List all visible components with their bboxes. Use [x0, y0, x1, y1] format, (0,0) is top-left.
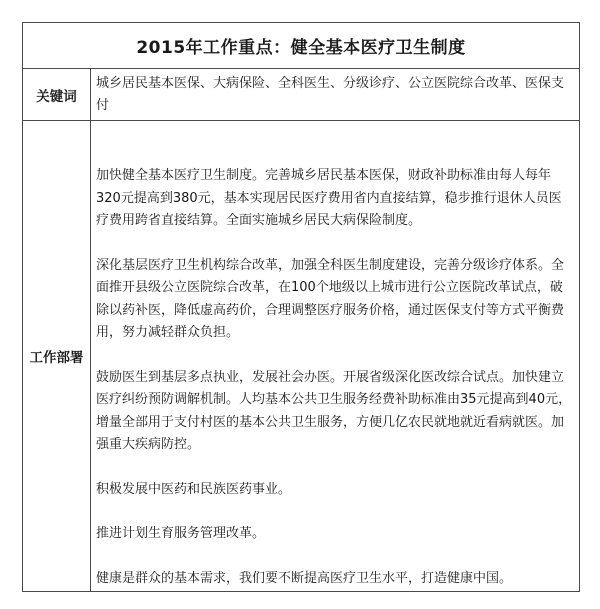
policy-table: [22, 22, 580, 592]
work-plan-paragraph: 鼓励医生到基层多点执业，发展社会办医。开展省级深化医改综合试点。加快建立医疗纠纷预防调解机制。人均基本公共卫生服务经费补助标准由35元提高到40元，增量全部用于支付村医的基本公共卫生服务，方便几亿农民就地就近看病就医。加强重大疾病防控。: [96, 369, 572, 452]
work-plan-paragraph: 深化基层医疗卫生机构综合改革，加强全科医生制度建设，完善分级诊疗体系。全面推开县级公立医院综合改革，在100个地级以上城市进行公立医院改革试点，破除以药补医，降低虚高药价，合理调整医疗服务价格，通过医保支付等方式平衡费用，努力减轻群众负担。: [96, 257, 565, 340]
work-plan-paragraph: 推进计划生育服务管理改革。: [96, 526, 266, 541]
work-plan-label-cell: [23, 121, 91, 591]
keywords-row: [23, 69, 579, 121]
table-title-row: [23, 23, 579, 69]
work-plan-row: [23, 121, 579, 591]
work-plan-content: [91, 121, 579, 591]
keywords-label-cell: [23, 69, 91, 120]
work-plan-paragraph: 积极发展中医药和民族医药事业。: [96, 481, 292, 497]
keywords-label: 关键词: [36, 88, 77, 105]
work-plan-paragraph: 加快健全基本医疗卫生制度。完善城乡居民基本医保，财政补助标准由每人每年320元提高到380元，基本实现居民医疗费用省内直接结算，稳步推行退休人员医疗费用跨省直接结算。全面实施城乡居民大病保险制度。: [96, 168, 562, 228]
keywords-content: 城乡居民基本医保、大病保险、全科医生、分级诊疗、公立医院综合改革、医保支付: [96, 76, 565, 113]
work-plan-label: 工作部署: [29, 350, 84, 366]
work-plan-paragraph: 健康是群众的基本需求，我们要不断提高医疗卫生水平，打造健康中国。: [96, 570, 513, 586]
page-title: 2015年工作重点：健全基本医疗卫生制度: [136, 38, 466, 58]
